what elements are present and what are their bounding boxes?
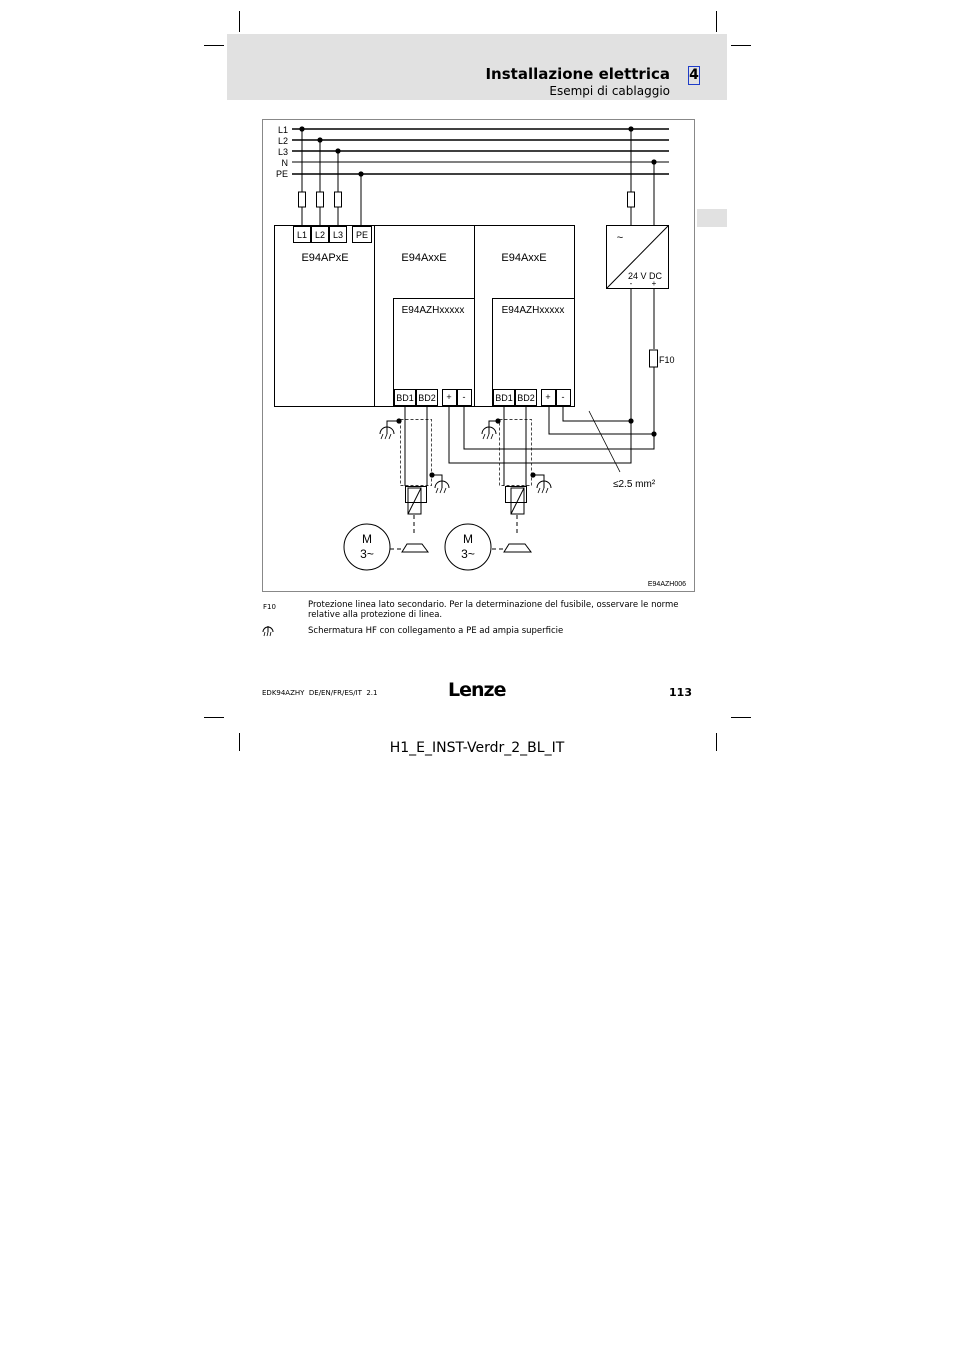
terminal-minus: - [462, 392, 466, 402]
terminal-pe: PE [355, 230, 369, 240]
crop-mark [239, 11, 240, 32]
power-supply-label: 24 V DC [627, 271, 663, 281]
wire-size-note: ≤2.5 mm² [613, 479, 656, 490]
power-supply-minus: - [629, 279, 633, 288]
motor-1-phase: 3~ [360, 547, 374, 561]
terminal-bd1: BD1 [495, 393, 513, 403]
terminal-bd2: BD2 [517, 393, 535, 403]
crop-mark [204, 45, 224, 46]
print-job-name: H1_E_INST-Verdr_2_BL_IT [389, 740, 565, 756]
crop-mark [716, 11, 717, 32]
crop-mark [731, 45, 751, 46]
diagram-frame [263, 120, 695, 592]
dc-wiring [449, 289, 658, 472]
bus-label-l3: L3 [277, 147, 288, 157]
bus-label-l1: L1 [277, 125, 288, 135]
terminal-plus: + [545, 392, 551, 402]
motor-2-phase: 3~ [461, 547, 475, 561]
brake-cable-1 [387, 406, 442, 552]
module-label-axis-1: E94AxxE [401, 252, 447, 264]
motor-2-label: M [463, 532, 473, 546]
terminal-l2: L2 [314, 230, 326, 240]
chapter-number[interactable]: 4 [689, 67, 699, 83]
document-id: EDK94AZHY DE/EN/FR/ES/IT 2.1 [262, 689, 378, 697]
wiring-diagram [262, 119, 696, 593]
figure-id: E94AZH006 [647, 581, 686, 588]
module-label-axis-2: E94AxxE [501, 252, 547, 264]
power-supply [607, 129, 669, 289]
ac-symbol: ~ [616, 232, 624, 244]
page-number: 113 [669, 686, 692, 699]
motor-1-label: M [362, 532, 372, 546]
legend-key-f10: F10 [263, 603, 276, 611]
shield-ground-icon [261, 626, 275, 638]
chapter-title: Installazione elettrica [485, 65, 670, 83]
terminal-l1: L1 [296, 230, 308, 240]
crop-mark [204, 717, 224, 718]
supply-drops [299, 129, 362, 226]
bus-label-n: N [281, 158, 288, 168]
bus-label-pe: PE [275, 169, 288, 179]
brake-cable-2 [489, 406, 544, 552]
bus-lines [292, 129, 669, 174]
terminal-bd1: BD1 [396, 393, 414, 403]
power-supply-plus: + [651, 279, 657, 288]
terminal-minus: - [561, 392, 565, 402]
bus-labels [276, 125, 288, 179]
fuse-label-f10: F10 [659, 355, 675, 365]
terminal-plus: + [446, 392, 452, 402]
terminal-l3: L3 [332, 230, 344, 240]
brake-module-label-2: E94AZHxxxxx [501, 305, 565, 316]
brake-module-label-1: E94AZHxxxxx [401, 305, 465, 316]
module-label-supply: E94APxE [301, 252, 349, 264]
chapter-subtitle: Esempi di cablaggio [549, 84, 670, 98]
brand-logo: Lenze [448, 679, 506, 701]
chapter-side-tab [697, 209, 727, 227]
legend-text-shielding: Schermatura HF con collegamento a PE ad ampia superficie [308, 626, 564, 636]
crop-mark [731, 717, 751, 718]
terminal-bd2: BD2 [418, 393, 436, 403]
legend-text-f10: Protezione linea lato secondario. Per la determinazione del fusibile, osservare le norme relative alla protezione di linea. [308, 600, 679, 620]
bus-label-l2: L2 [277, 136, 288, 146]
